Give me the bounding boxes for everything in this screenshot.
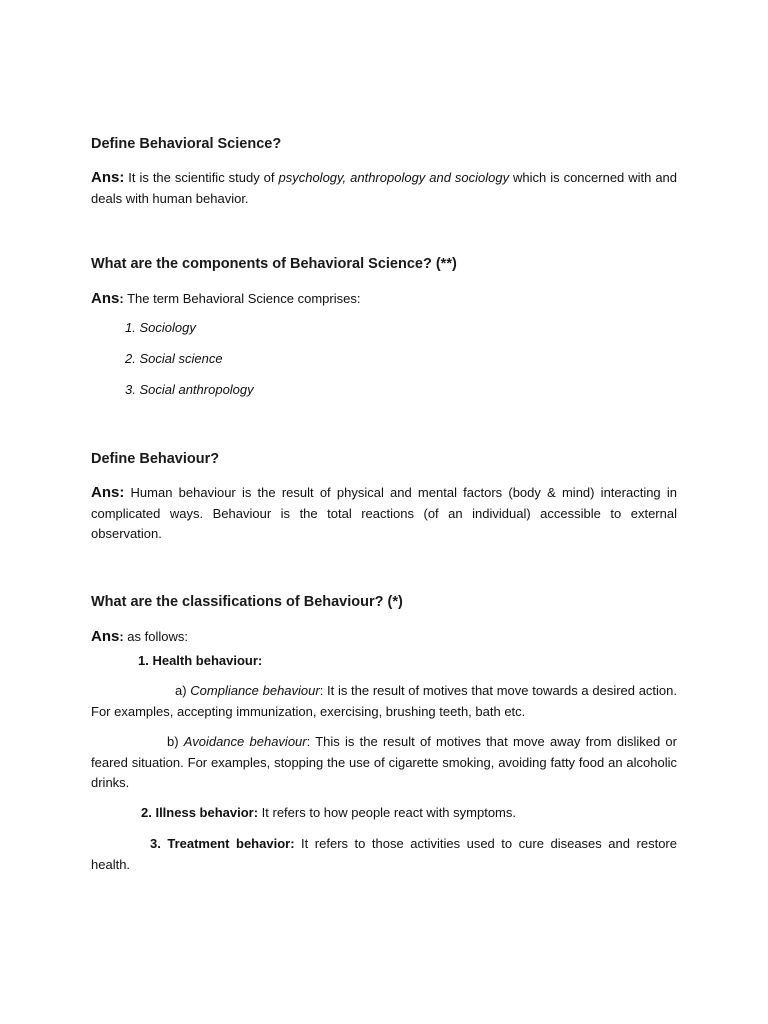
answer-text: which is concerned with and deals with human behavior.: [91, 170, 678, 206]
health-behaviour-heading: [138, 651, 538, 672]
list-item: 3. Social anthropology: [125, 382, 254, 397]
avoidance-behaviour-term: Avoidance behaviour: [183, 734, 307, 749]
question-components: What are the components of Behavioral Science? (**): [91, 256, 457, 272]
question-define-behavioral-science: Define Behavioral Science?: [91, 136, 282, 152]
answer-define-behaviour: [91, 483, 677, 545]
answer-classifications: [91, 627, 677, 648]
item-prefix: a): [175, 683, 191, 698]
answer-components: [91, 289, 677, 310]
item-prefix: b): [167, 734, 184, 749]
compliance-behaviour-text: : It is the result of motives that move towards a desired action. For examples, accepting immunization, exercising, brushing teeth, bath etc.: [91, 683, 678, 719]
answer-define-behavioral-science: [91, 168, 677, 209]
illness-behavior-paragraph: [91, 803, 677, 824]
answer-text: as follows:: [123, 629, 188, 644]
compliance-behaviour-term: Compliance behaviour: [190, 683, 320, 698]
illness-behavior-label: 2. Illness behavior:: [141, 805, 259, 820]
question-classifications: What are the classifications of Behaviour? (*): [91, 594, 403, 610]
list-item: 1. Sociology: [125, 320, 196, 335]
question-define-behaviour: Define Behaviour?: [91, 451, 220, 467]
ans-label: Ans:: [91, 169, 125, 186]
ans-colon: :: [119, 629, 124, 644]
treatment-behavior-text: It refers to those activities used to cure diseases and restore health.: [91, 836, 677, 872]
answer-text: It is the scientific study of: [124, 170, 279, 185]
answer-text: Human behaviour is the result of physical and mental factors (body & mind) interacting in complicated ways. Behaviour is the total reactions (of an individual) accessible to external observation.: [91, 485, 677, 541]
answer-text: The term Behavioral Science comprises:: [123, 291, 361, 306]
treatment-behavior-label: 3. Treatment behavior:: [150, 836, 295, 851]
ans-colon: :: [119, 291, 124, 306]
illness-behavior-text: It refers to how people react with symptoms.: [258, 805, 516, 820]
avoidance-behaviour-paragraph: [91, 732, 677, 794]
answer-italic-text: psychology, anthropology and sociology: [278, 170, 510, 185]
list-item: 2. Social science: [125, 351, 223, 366]
treatment-behavior-paragraph: [91, 834, 677, 875]
ans-label: Ans:: [91, 484, 125, 501]
compliance-behaviour-paragraph: [91, 681, 677, 722]
ans-label: Ans: [91, 290, 120, 307]
ans-label: Ans: [91, 628, 120, 645]
health-behaviour-label: 1. Health behaviour:: [138, 653, 263, 668]
avoidance-behaviour-text: : This is the result of motives that move away from disliked or feared situation. For examples, stopping the use of cigarette smoking, avoiding fatty food an alcoholic drinks.: [91, 734, 677, 790]
